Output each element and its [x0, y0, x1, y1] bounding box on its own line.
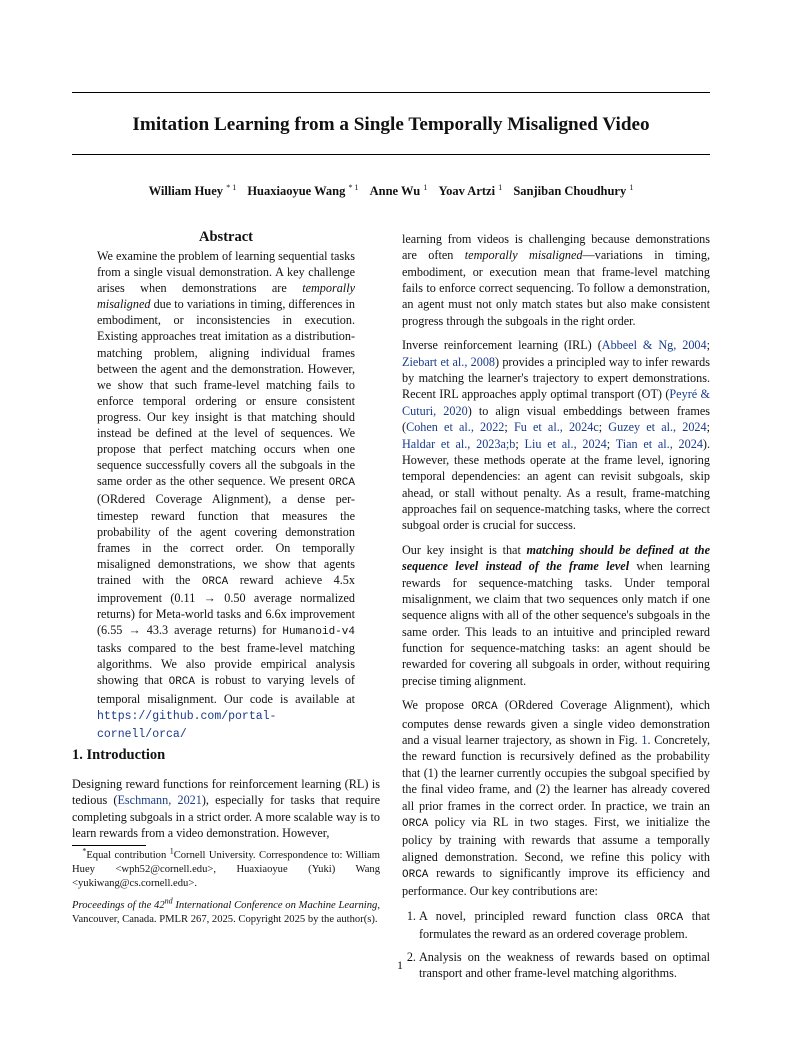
author: Yoav Artzi $^1$ — [438, 182, 503, 198]
title-bottom-rule — [72, 154, 710, 155]
paragraph: Our key insight is that matching should be defined at the sequence level instead of the frame level when learning rewards for sequence-matching tasks. Under temporal misalignment, we claim that two sequences only match if one sequence aligns with all of the other sequence's subgoals in the same order. This leads to an intuitive and principled reward function for sequence-matching tasks: an agent should be rewarded for covering all subgoals in order, without requiring precise timing alignment. — [402, 542, 710, 688]
citation-link[interactable]: Haldar et al., 2023a;b — [402, 436, 516, 451]
paragraph: learning from videos is challenging because demonstrations are often temporally misaligned—variations in timing, embodiment, or execution mean that frame-level matching fails to enforce correct sequencing. To follow a demonstration, an agent must not only match states but also make consistent progress through the subgoals in the right order. — [402, 232, 710, 328]
citation-link[interactable]: Eschmann, 2021 — [117, 793, 202, 808]
orca-code-name: ORCA — [656, 911, 684, 924]
citation-link[interactable]: Liu et al., 2024 — [524, 436, 607, 451]
author-list — [72, 183, 710, 199]
author: Huaxiaoyue Wang $^{* 1}$ — [247, 182, 359, 198]
footnote: *Equal contribution $^1$Cornell University. Correspondence to: William Huey <wph52@cornell.edu>, Huaxiaoyue (Yuki) Wang <yukiwang@cs.cornell.edu>. — [72, 846, 381, 889]
right-column — [402, 231, 710, 987]
citation-link[interactable]: Peyré & Cuturi, 2020 — [402, 387, 710, 418]
citation-link[interactable]: Ziebart et al., 2008 — [402, 354, 496, 369]
orca-code-name: ORCA — [402, 868, 429, 881]
section-heading-introduction: 1. Introduction — [72, 747, 166, 763]
citation-link[interactable]: Tian et al., 2024 — [615, 436, 703, 451]
paragraph: Inverse reinforcement learning (IRL) (Abbeel & Ng, 2004; Ziebart et al., 2008) provides a principled way to infer rewards by matching the learner's trajectory to expert demonstrations. Recent IRL approaches apply optimal transport (OT) (Peyré & Cuturi, 2020) to align visual embeddings between frames (Cohen et al., 2022; Fu et al., 2024c; Guzey et al., 2024; Haldar et al., 2023a;b; Liu et al., 2024; Tian et al., 2024). However, these methods operate at the frame level, ignoring temporal dependencies: an agent can revisit subgoals, skip ahead, or stall without penalty. As a result, frame-matching approaches fail on sequence-matching tasks, where the correct subgoal order is crucial for success. — [402, 338, 711, 533]
citation-link[interactable]: Abbeel & Ng, 2004 — [601, 338, 707, 353]
orca-code-name: ORCA — [328, 477, 355, 490]
orca-code-name: ORCA — [402, 817, 429, 830]
citation-link[interactable]: Fu et al., 2024c — [513, 420, 599, 435]
figure-reference-link[interactable]: 1 — [641, 733, 648, 748]
citation-link[interactable]: Guzey et al., 2024 — [608, 420, 707, 435]
paragraph: We propose ORCA (ORdered Coverage Alignment), which computes dense rewards given a single video demonstration and a visual learner trajectory, as shown in Fig. 1. Concretely, the reward function is recursively defined as the probability that (1) the learner currently occupies the subgoal specified by the final video frame, and (2) the learner has already covered all prior frames in the correct order. In practice, we train an ORCA policy via RL in two stages. First, we initialize the policy by training with rewards that assume a temporally aligned demonstration. Second, we refine this policy with ORCA rewards to significantly improve its efficiency and performance. Our key contributions are: — [402, 698, 710, 899]
humanoid-env-name: Humanoid-v4 — [282, 626, 355, 639]
list-item: 2. Analysis on the weakness of rewards based on optimal transport and other frame-level matching algorithms. — [419, 949, 710, 982]
paper-title: Imitation Learning from a Single Temporally Misaligned Video — [132, 114, 650, 135]
orca-code-name: ORCA — [471, 701, 498, 714]
author: Anne Wu $^1$ — [369, 182, 428, 198]
list-item: 1. A novel, principled reward function class ORCA that formulates the reward as an ordered coverage problem. — [419, 908, 710, 943]
orca-code-name: ORCA — [168, 676, 196, 689]
abstract-text: We examine the problem of learning sequential tasks from a single visual demonstration. A key challenge arises when demonstrations are temporally misaligned due to variations in timing, differences in embodiment, or inconsistencies in execution. Existing approaches treat imitation as a distribution-matching problem, aligning individual frames between the agent and the demonstration. However, we show that such frame-level matching fails to enforce temporal ordering or ensure consistent progress. Our key insight is that matching should instead be defined at the level of sequences. We propose that perfect matching occurs when one sequence successfully covers all the subgoals in the same order as the other sequence. We present ORCA (ORdered Coverage Alignment), a dense per-timestep reward function that measures the probability of the agent covering demonstration frames in the correct order. On temporally misaligned demonstrations, we show that agents trained with the ORCA reward achieve 4.5x improvement (0.11 → 0.50 average normalized returns) for Meta-world tasks and 6.6x improvement (6.55 → 43.3 average returns) for Humanoid-v4 tasks compared to the best frame-level matching algorithms. We also provide empirical analysis showing that ORCA is robust to varying levels of temporal misalignment. Our code is available at https://github.com/portal-cornell/orca/ — [97, 249, 355, 741]
proceedings-note: Proceedings of the 42nd International Conference on Machine Learning, Vancouver, Canada. PMLR 267, 2025. Copyright 2025 by the author(s). — [72, 896, 380, 925]
top-rule — [72, 92, 710, 93]
page-number: 1 — [397, 958, 403, 972]
orca-code-name: ORCA — [201, 575, 229, 588]
citation-link[interactable]: Cohen et al., 2022 — [406, 420, 505, 435]
author: William Huey $^{* 1}$ — [148, 182, 237, 198]
introduction-paragraph: Designing reward functions for reinforcement learning (RL) is tedious (Eschmann, 2021), especially for tasks that require completing subgoals in a strict order. A more scalable way is to learn rewards from a video demonstration. However, — [72, 777, 381, 841]
code-repo-link[interactable]: https://github.com/portal-cornell/orca/ — [97, 709, 277, 741]
abstract-heading: Abstract — [199, 229, 253, 245]
author: Sanjiban Choudhury $^1$ — [513, 182, 634, 198]
